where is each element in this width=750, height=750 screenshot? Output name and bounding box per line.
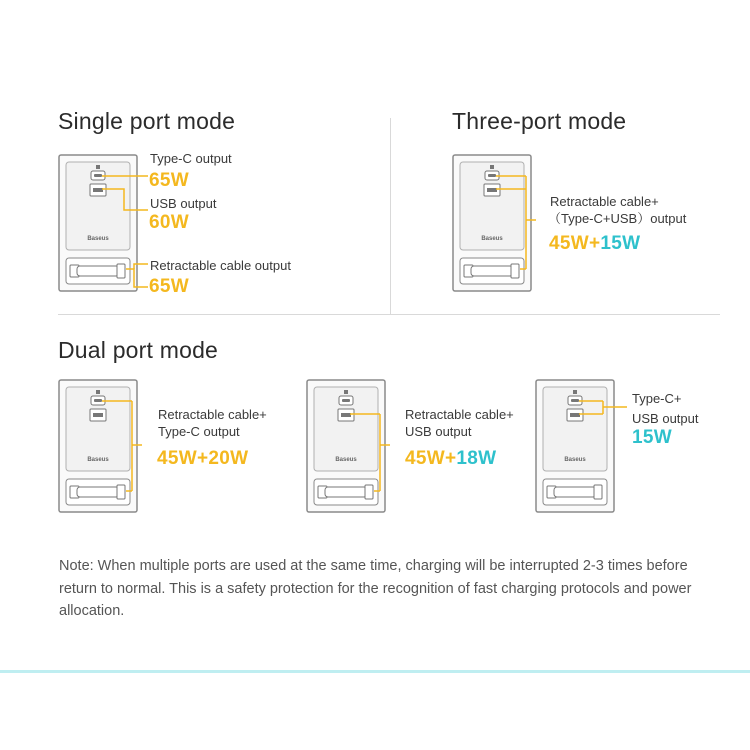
single-usb-label: USB output [150, 196, 217, 211]
dual-1-watt-plus: + [196, 448, 209, 469]
three-label-line2: （Type-C+USB）output [548, 211, 687, 226]
bottom-accent-line [0, 670, 750, 673]
three-port-mode-title: Three-port mode [452, 108, 627, 134]
dual-port-mode-title: Dual port mode [58, 337, 219, 363]
dual-3-watt: 15W [632, 427, 672, 448]
dual-3-line2: USB output [632, 411, 699, 426]
dual-2-watt [405, 448, 496, 470]
three-watt [549, 233, 640, 255]
dual-1-watt [157, 448, 248, 470]
connector-lines-three [494, 170, 544, 300]
single-typec-label: Type-C output [150, 151, 232, 166]
dual-2-watt-a: 45W [405, 448, 445, 469]
three-watt-plus: + [588, 233, 601, 254]
single-cable-label: Retractable cable output [150, 258, 291, 273]
horizontal-divider [58, 314, 720, 315]
three-label-line1: Retractable cable+ [550, 194, 659, 209]
dual-2-watt-b: 18W [456, 448, 497, 469]
brand-text: Baseus [335, 457, 357, 463]
dual-1-watt-b: 20W [208, 448, 249, 469]
three-watt-b: 15W [600, 233, 641, 254]
dual-1-line2: Type-C output [158, 424, 240, 439]
dual-3-line1: Type-C+ [632, 391, 682, 406]
three-watt-a: 45W [549, 233, 589, 254]
dual-2-watt-plus: + [444, 448, 457, 469]
brand-text: Baseus [87, 457, 109, 463]
dual-1-line1: Retractable cable+ [158, 407, 267, 422]
single-port-mode-title: Single port mode [58, 108, 236, 134]
connector-lines-single [100, 170, 150, 300]
single-typec-watt: 65W [149, 170, 189, 191]
brand-text: Baseus [481, 236, 503, 242]
single-usb-watt: 60W [149, 212, 189, 233]
single-cable-watt: 65W [149, 276, 189, 297]
brand-text: Baseus [564, 457, 586, 463]
connector-lines-dual-2 [348, 395, 398, 525]
dual-2-line2: USB output [405, 424, 472, 439]
dual-1-watt-a: 45W [157, 448, 197, 469]
vertical-divider [390, 118, 391, 314]
note-text: Note: When multiple ports are used at the same time, charging will be interrupted 2-3 times before return to normal. This is a safety protection for the recognition of fast charging protocols and power allocation. [59, 558, 692, 619]
connector-lines-dual-3 [577, 395, 627, 525]
connector-lines-dual-1 [100, 395, 150, 525]
brand-text: Baseus [87, 236, 109, 242]
dual-2-line1: Retractable cable+ [405, 407, 514, 422]
